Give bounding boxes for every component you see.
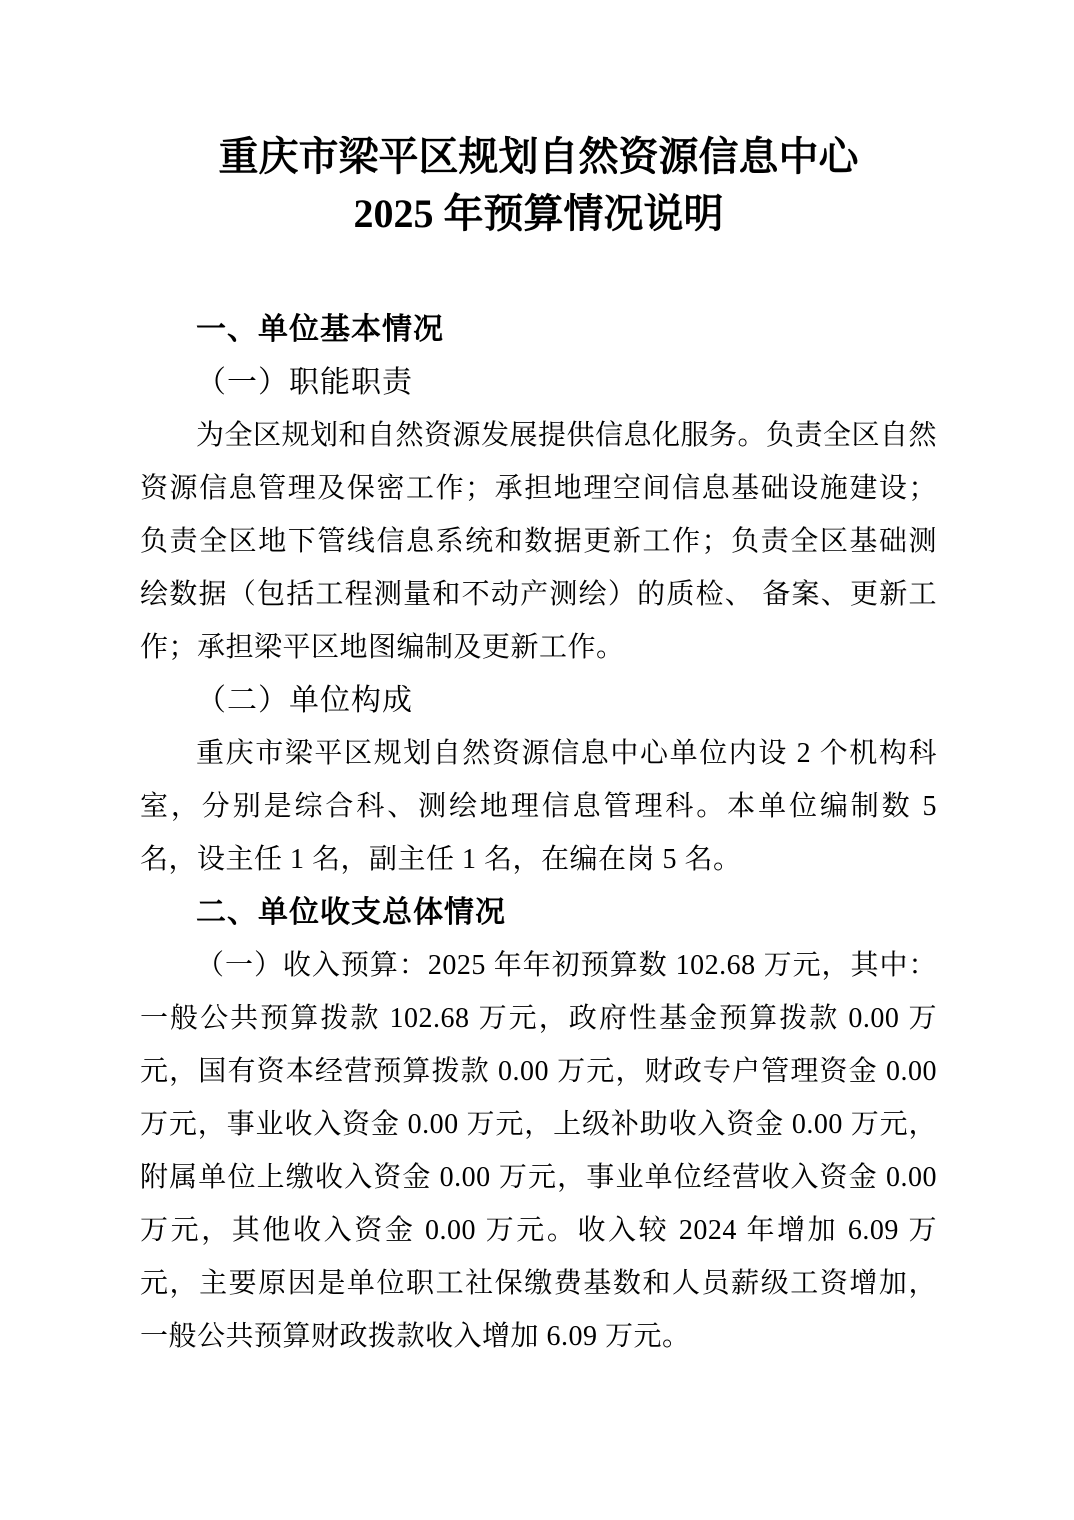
subsection-heading-duties: （一）职能职责 (196, 366, 413, 399)
paragraph-income-budget: （一）收入预算：2025 年年初预算数 102.68 万元，其中：一般公共预算拨款 102.68 万元，政府性基金预算拨款 0.00 万元，国有资本经营预算拨款 0.00 万元，财政专户管理资金 0.00 万元，事业收入资金 0.00 万元，上级补助收入资金 0.00 万元，附属单位上缴收入资金 0.00 万元，事业单位经营收入资金 0.00 万元，其他收入资金 0.00 万元。收入较 2024 年增加 6.09 万元，主要原因是单位职工社保缴费基数和人员薪级工资增加，一般公共预算财政拨款收入增加 6.09 万元。 (140, 950, 937, 1352)
section-heading-basic-info: 一、单位基本情况 (196, 313, 444, 346)
paragraph-composition: 重庆市梁平区规划自然资源信息中心单位内设 2 个机构科室，分别是综合科、测绘地理信息管理科。本单位编制数 5 名，设主任 1 名，副主任 1 名，在编在岗 5 名。 (140, 738, 937, 875)
section-heading-budget-overview: 二、单位收支总体情况 (196, 896, 506, 929)
paragraph-duties: 为全区规划和自然资源发展提供信息化服务。负责全区自然资源信息管理及保密工作；承担地理空间信息基础设施建设；负责全区地下管线信息系统和数据更新工作；负责全区基础测绘数据（包括工程测量和不动产测绘）的质检、 备案、更新工作；承担梁平区地图编制及更新工作。 (140, 420, 938, 663)
document-title-line2: 2025 年预算情况说明 (353, 191, 724, 236)
document-title (140, 128, 937, 242)
subsection-heading-composition: （二）单位构成 (196, 684, 413, 717)
document-title-line1: 重庆市梁平区规划自然资源信息中心 (218, 134, 859, 179)
